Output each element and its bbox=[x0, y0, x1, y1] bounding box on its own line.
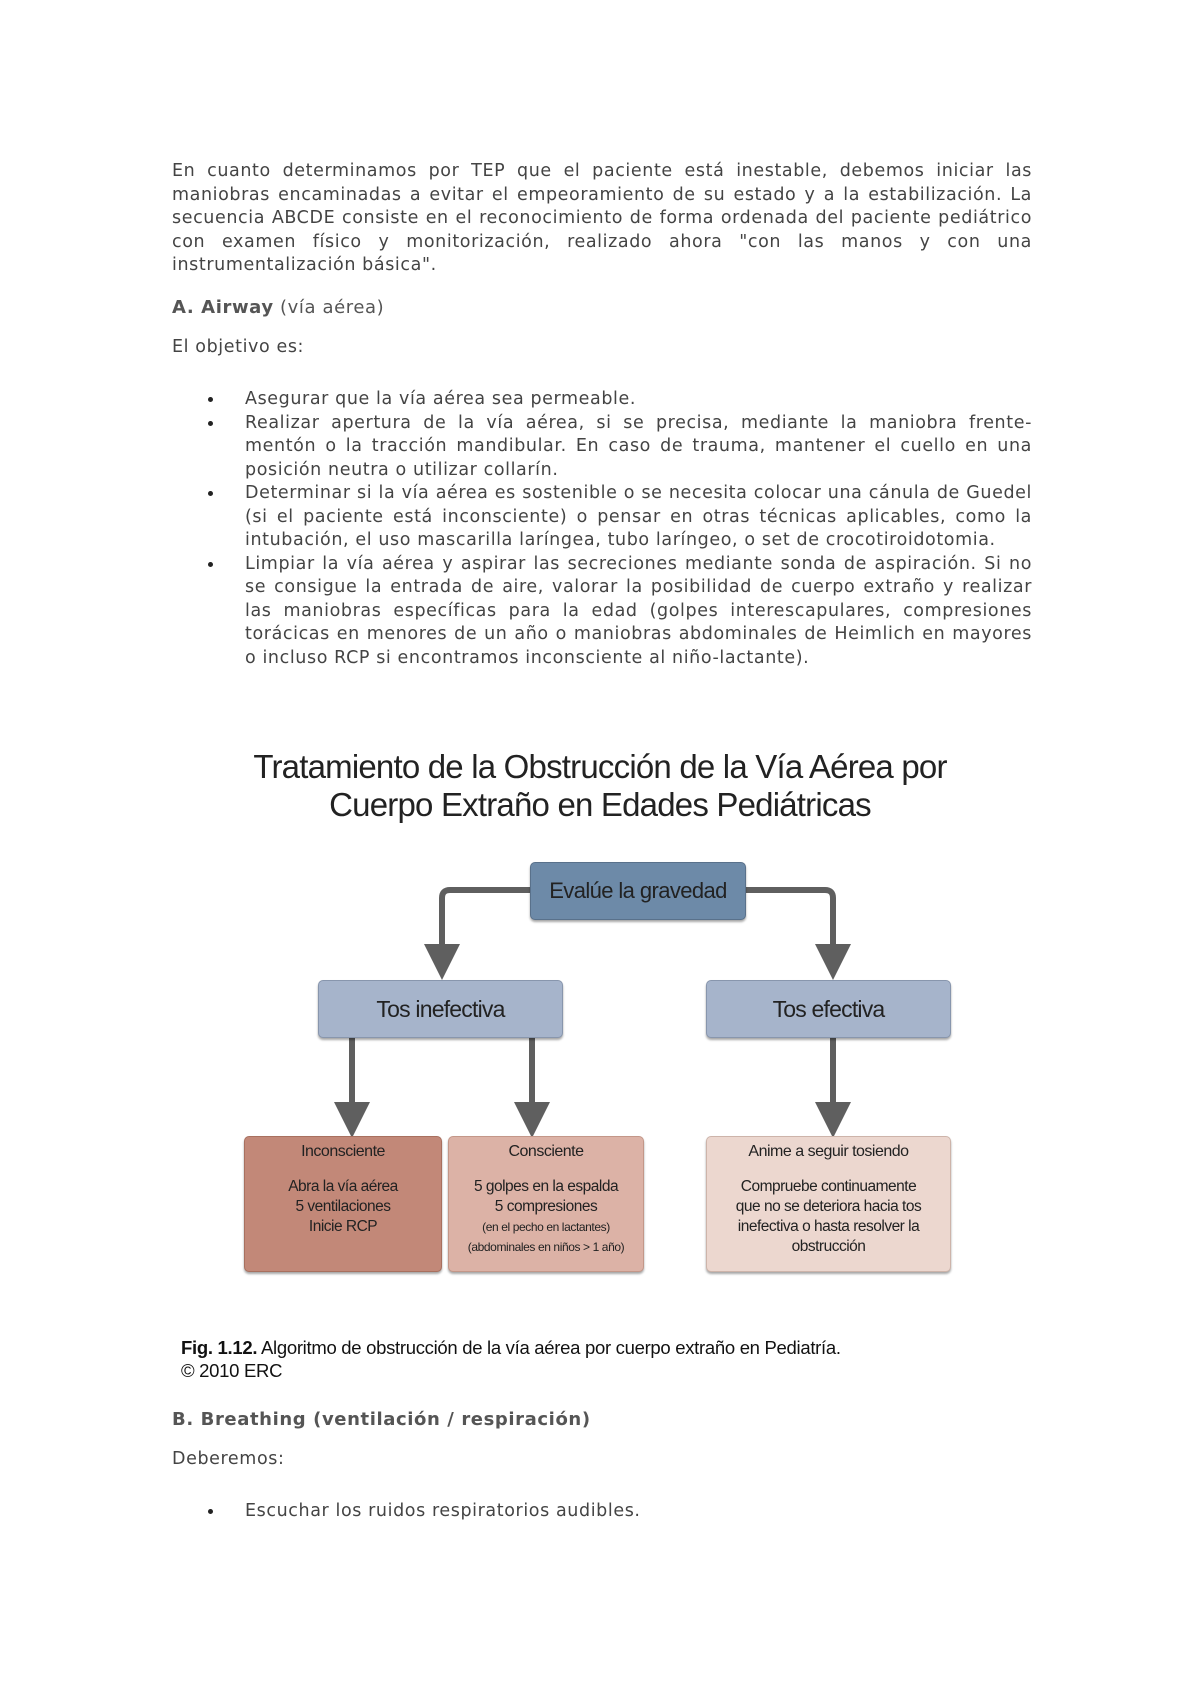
list-item bbox=[172, 412, 1032, 483]
list-item-text: Escuchar los ruidos respiratorios audibles. bbox=[245, 1501, 641, 1521]
bullet-icon bbox=[208, 491, 213, 496]
bullet-icon bbox=[208, 562, 213, 567]
bullet-icon bbox=[208, 397, 213, 402]
consciente-title: Consciente bbox=[508, 1143, 584, 1160]
list-item bbox=[172, 553, 1032, 671]
efectiva-step: Compruebe continuamente bbox=[740, 1178, 917, 1195]
figure-title-line2: Cuerpo Extraño en Edades Pediátricas bbox=[329, 786, 871, 823]
intro-block bbox=[172, 160, 1032, 278]
section-a-sublabel: (vía aérea) bbox=[273, 297, 385, 318]
efectiva-step: que no se deteriora hacia tos bbox=[735, 1198, 922, 1215]
tos-efectiva-box: Tos efectiva bbox=[706, 980, 951, 1038]
inconsciente-step: Inicie RCP bbox=[308, 1218, 378, 1235]
inconsciente-step: Abra la vía aérea bbox=[288, 1178, 398, 1195]
flowchart-arrows bbox=[200, 740, 1000, 1400]
list-item-text: Asegurar que la vía aérea sea permeable. bbox=[245, 389, 637, 409]
figure-label: Fig. 1.12. bbox=[181, 1337, 258, 1358]
inconsciente-steps bbox=[245, 1177, 441, 1237]
airway-obstruction-flowchart bbox=[200, 740, 1000, 1400]
section-b-heading bbox=[172, 1408, 1032, 1432]
list-item-text: Limpiar la vía aérea y aspirar las secreciones mediante sonda de aspiración. Si no se consigue la entrada de aire, valorar la posibilidad de cuerpo extraño y realizar las maniobras específicas para la edad (golpes interescapulares, compresiones torácicas en menores de un año o maniobras abdominales de Heimlich en mayores o incluso RCP si encontramos inconsciente al niño-lactante). bbox=[245, 553, 1032, 668]
consciente-box bbox=[448, 1136, 644, 1272]
consciente-step: 5 compresiones bbox=[494, 1198, 598, 1215]
list-item-text: Determinar si la vía aérea es sostenible o se necesita colocar una cánula de Guedel (si el paciente está inconsciente) o pensar en otras técnicas aplicables, como la intubación, el uso mascarilla laríngea, tubo laríngeo, o set de crocotiroidotomia. bbox=[245, 483, 1032, 550]
section-a-lead bbox=[172, 336, 1032, 360]
efectiva-title: Anime a seguir tosiendo bbox=[748, 1143, 909, 1160]
consciente-step: 5 golpes en la espalda bbox=[473, 1178, 619, 1195]
arrow-to-tos-inefectiva bbox=[442, 890, 530, 962]
consciente-note: (abdominales en niños > 1 año) bbox=[467, 1240, 625, 1254]
section-a-label: A. Airway bbox=[172, 297, 274, 318]
figure-caption bbox=[181, 1336, 1001, 1382]
efectiva-box bbox=[706, 1136, 951, 1272]
section-b-list bbox=[172, 1500, 1032, 1524]
section-a-lead-text: El objetivo es: bbox=[172, 337, 305, 357]
bullet-icon bbox=[208, 1509, 213, 1514]
inconsciente-box bbox=[244, 1136, 442, 1272]
figure-title-line1: Tratamiento de la Obstrucción de la Vía Aérea por bbox=[253, 748, 947, 785]
inconsciente-title: Inconsciente bbox=[301, 1143, 385, 1160]
section-a-heading bbox=[172, 296, 1032, 320]
bullet-icon bbox=[208, 421, 213, 426]
efectiva-steps bbox=[707, 1177, 950, 1257]
figure-caption-text: Algoritmo de obstrucción de la vía aérea por cuerpo extraño en Pediatría. bbox=[257, 1337, 841, 1358]
consciente-steps bbox=[449, 1177, 643, 1257]
evaluate-severity-box: Evalúe la gravedad bbox=[530, 862, 746, 920]
list-item-text: Realizar apertura de la vía aérea, si se precisa, mediante la maniobra frente-mentón o la tracción mandibular. En caso de trauma, mantener el cuello en una posición neutra o utilizar collarín. bbox=[245, 412, 1032, 480]
inconsciente-step: 5 ventilaciones bbox=[295, 1198, 391, 1215]
section-a-list bbox=[172, 388, 1032, 670]
efectiva-step: inefectiva o hasta resolver la bbox=[737, 1218, 920, 1235]
list-item bbox=[172, 1500, 1032, 1524]
consciente-note: (en el pecho en lactantes) bbox=[482, 1220, 610, 1234]
section-b-lead bbox=[172, 1448, 1032, 1472]
list-item bbox=[172, 482, 1032, 553]
section-b-label: B. Breathing (ventilación / respiración) bbox=[172, 1409, 591, 1430]
efectiva-step: obstrucción bbox=[791, 1238, 866, 1255]
arrow-to-tos-efectiva bbox=[745, 890, 833, 962]
intro-paragraph: En cuanto determinamos por TEP que el paciente está inestable, debemos iniciar las maniobras encaminadas a evitar el empeoramiento de su estado y a la estabilización. La secuencia ABCDE consiste en el reconocimiento de forma ordenada del paciente pediátrico con examen físico y monitorización, realizado ahora "con las manos y con una instrumentalización básica". bbox=[172, 161, 1032, 275]
tos-inefectiva-box: Tos inefectiva bbox=[318, 980, 563, 1038]
list-item bbox=[172, 388, 1032, 412]
figure-copyright: © 2010 ERC bbox=[181, 1360, 283, 1381]
section-b-lead-text: Deberemos: bbox=[172, 1449, 285, 1469]
